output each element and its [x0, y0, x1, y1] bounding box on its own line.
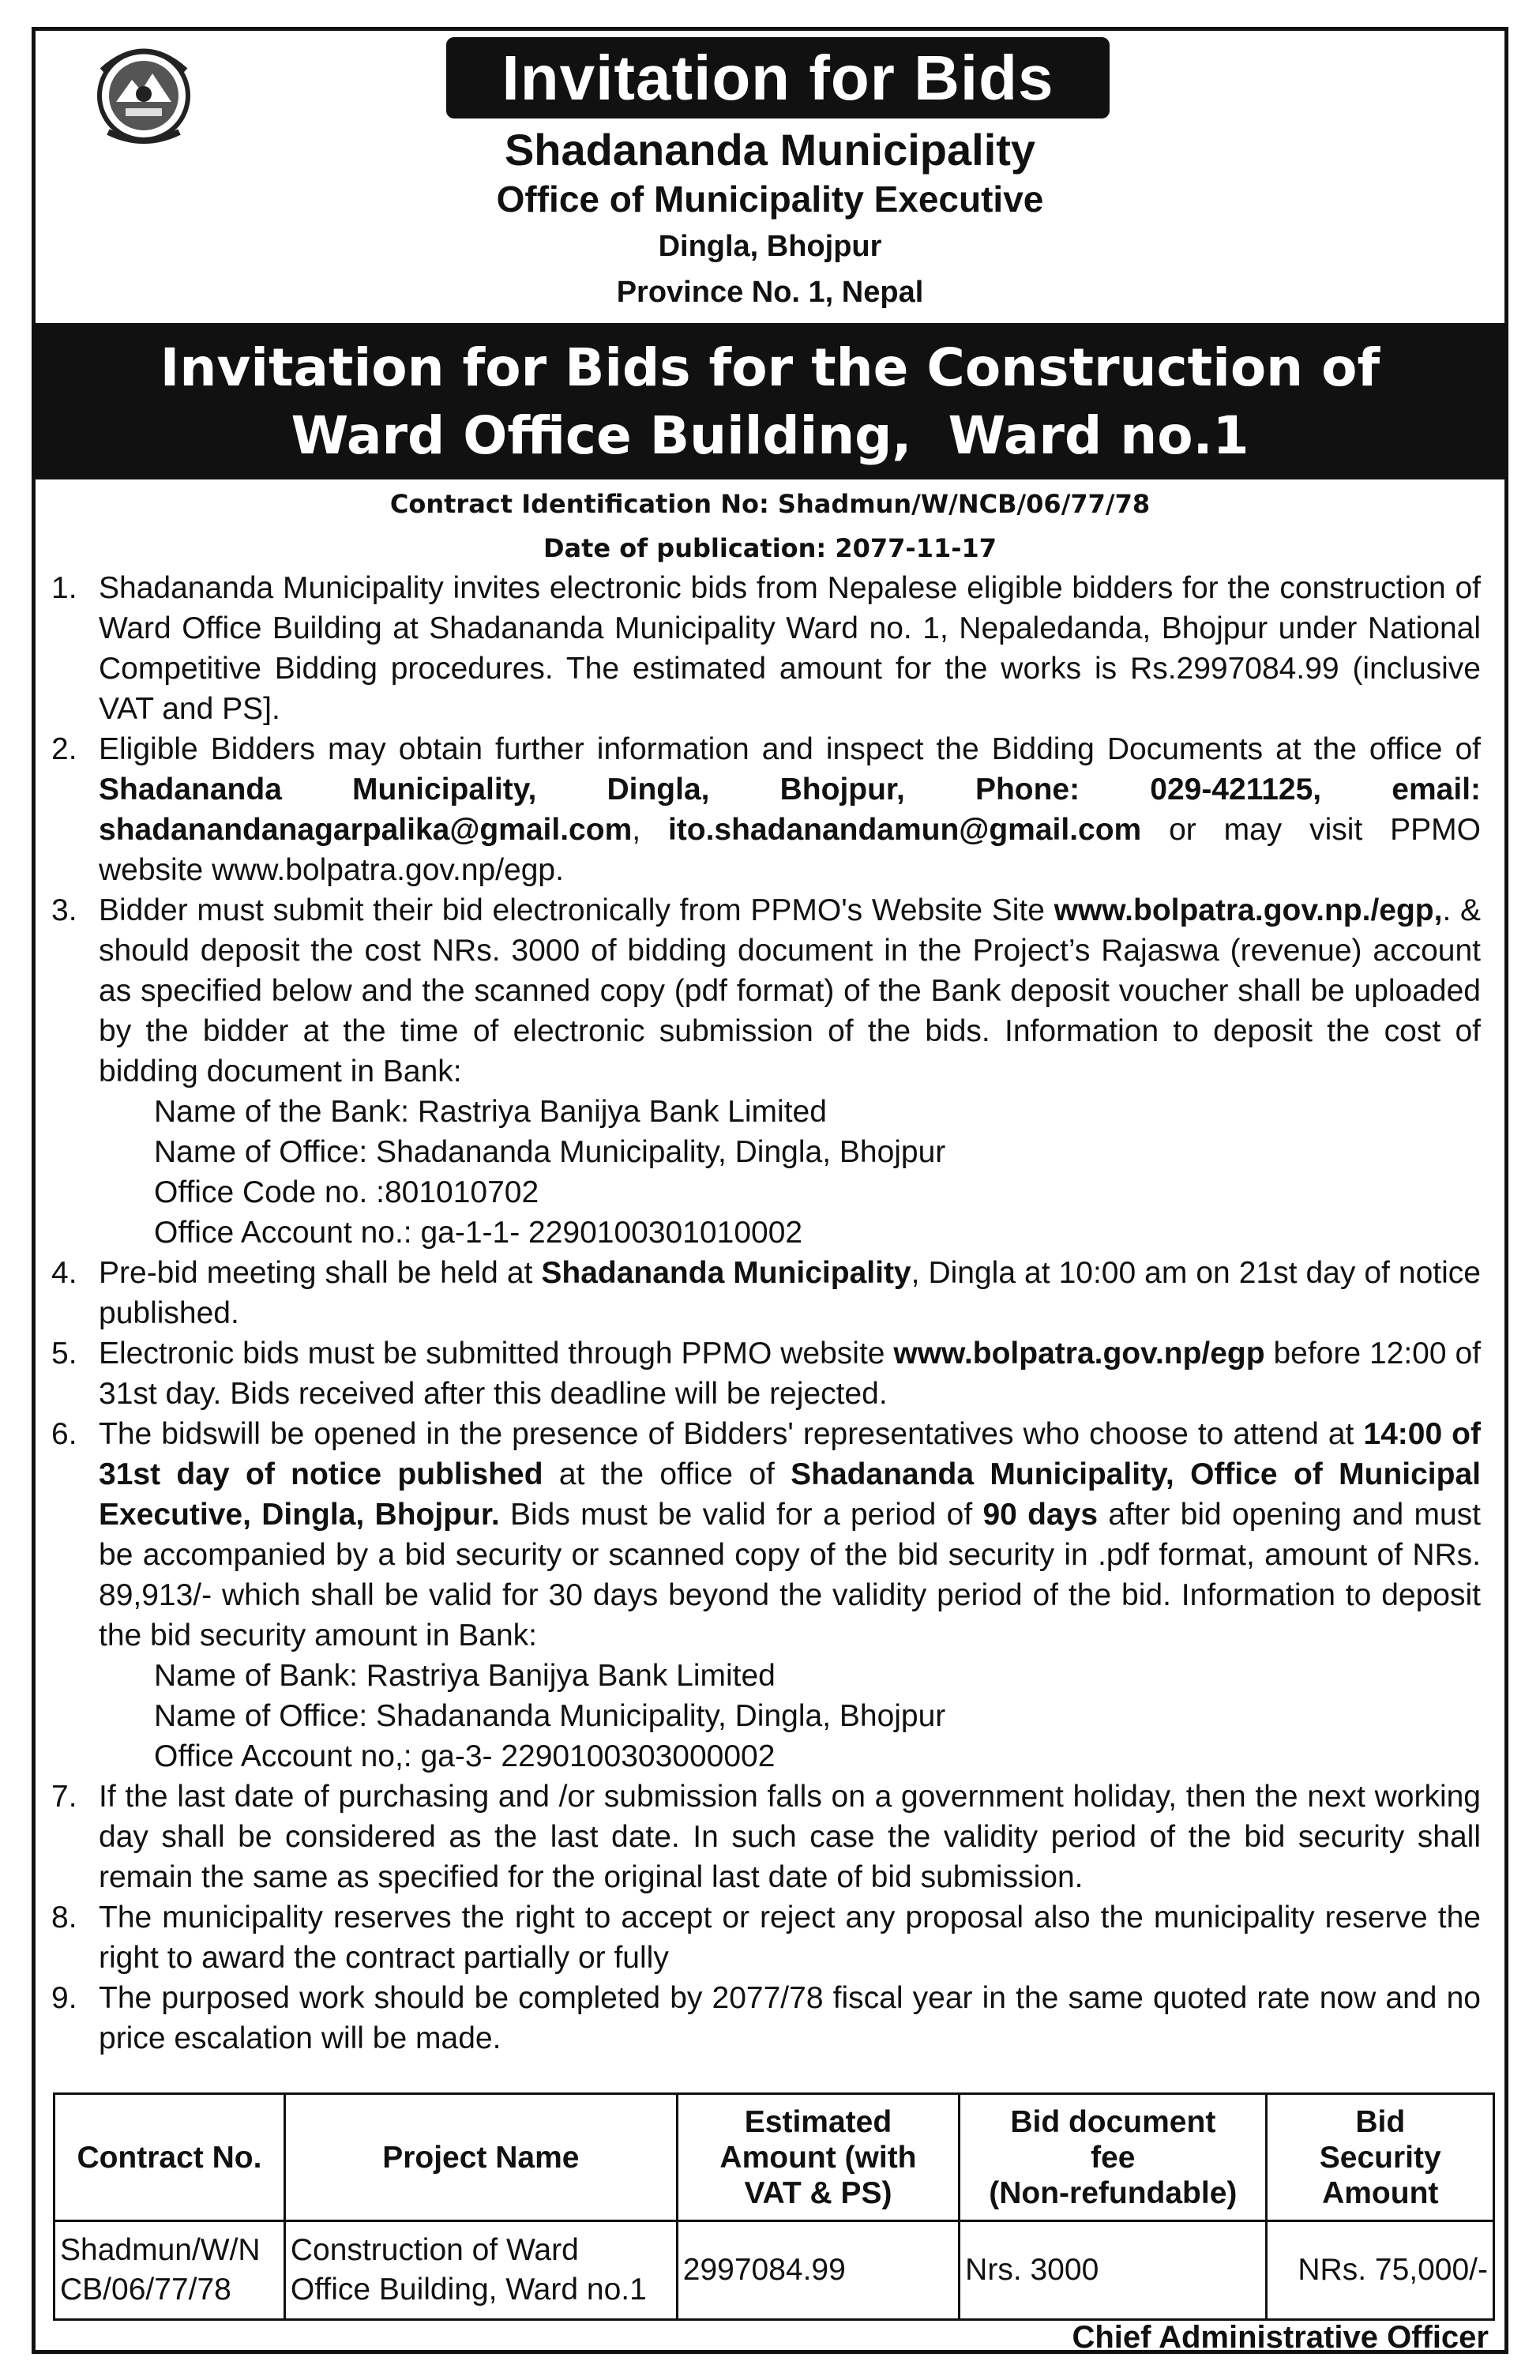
meeting-venue: Shadananda Municipality: [541, 1256, 911, 1290]
notice-title-line-2: Ward Office Building, Ward no.1: [291, 405, 1249, 466]
item-text: If the last date of purchasing and /or submission falls on a government holiday, then the next working day shall be considered as the last date. In such case the validity period of the bid security shall remain the same as specified for the original last date of bid submission.: [99, 1780, 1481, 1894]
item-text: Electronic bids must be submitted through PPMO website: [99, 1337, 894, 1370]
province: Province No. 1, Nepal: [616, 276, 924, 309]
notice-frame: [32, 27, 1508, 2354]
item-number: 3.: [51, 893, 77, 927]
item-number: 2.: [51, 732, 77, 766]
item-text: The purposed work should be completed by 2077/78 fiscal year in the same quoted rate now and no price escalation will be made.: [99, 1981, 1481, 2055]
item-number: 9.: [51, 1981, 77, 2015]
header-estimated-amount: [677, 2094, 959, 2221]
item-text: Bids must be valid for a period of: [499, 1498, 983, 1532]
item-text: ,: [632, 813, 668, 847]
municipality-name: Shadananda Municipality: [504, 125, 1036, 175]
item-text: The bidswill be opened in the presence of Bidders' representatives who choose to attend at: [99, 1417, 1364, 1451]
notice-title: [36, 323, 1504, 479]
cell-text: Office Building, Ward no.1: [290, 2273, 647, 2307]
header-text: Amount: [1322, 2175, 1439, 2210]
municipality-contact: Shadananda Municipality, Dingla, Bhojpur, Phone: 029-421125, email: shadanandanagarpalika@gmail.com: [99, 773, 1481, 847]
cell-estimated-amount: 2997084.99: [677, 2221, 959, 2320]
publication-date: Date of publication: 2077-11-17: [543, 533, 997, 563]
cell-contract-no: [54, 2221, 285, 2320]
notice-item-2: [51, 729, 1481, 890]
ppmo-website: www.bolpatra.gov.np/egp: [893, 1337, 1265, 1370]
ppmo-website: www.bolpatra.gov.np./egp,: [1054, 893, 1443, 927]
header-text: VAT & PS): [744, 2175, 892, 2210]
header-bid-security: [1267, 2094, 1494, 2221]
invitation-banner: Invitation for Bids: [446, 37, 1110, 118]
validity-period: 90 days: [982, 1498, 1099, 1532]
notice-item-7: [51, 1777, 1481, 1897]
office-name: Office of Municipality Executive: [496, 179, 1044, 220]
table-header-row: [54, 2094, 1494, 2221]
header-contract-no: Contract No.: [54, 2094, 285, 2221]
cell-text: Shadmun/W/N: [60, 2233, 261, 2267]
item-number: 4.: [51, 1256, 77, 1290]
notice-items: [51, 568, 1481, 2059]
office-account: Office Account no.: ga-1-1- 2290100301010002: [154, 1216, 803, 1250]
item-number: 7.: [51, 1780, 77, 1814]
office-account: Office Account no,: ga-3- 2290100303000002: [154, 1739, 776, 1773]
cell-project-name: [284, 2221, 677, 2320]
notice-item-5: [51, 1333, 1481, 1414]
contract-table: [53, 2092, 1495, 2321]
header-text: Amount (with: [719, 2140, 917, 2175]
table-row: [54, 2221, 1494, 2320]
bank-office: Name of Office: Shadananda Municipality, Dingla, Bhojpur: [154, 1699, 946, 1733]
item-text: The municipality reserves the right to accept or reject any proposal also the municipality reserve the right to award the contract partially or fully: [99, 1901, 1481, 1975]
item-text: before 12:00 of 31st day. Bids received after this deadline will be rejected.: [99, 1337, 1481, 1411]
opening-time: 14:00 of 31st day of notice published: [99, 1417, 1481, 1491]
office-code: Office Code no. :801010702: [154, 1175, 539, 1209]
bank-name: Name of Bank: Rastriya Banijya Bank Limited: [154, 1659, 776, 1693]
header-doc-fee: [960, 2094, 1267, 2221]
cell-bid-security: NRs. 75,000/-: [1267, 2221, 1494, 2320]
it-email: ito.shadanandamun@gmail.com: [667, 813, 1142, 847]
item-text: , Dingla at 10:00 am on 21st day of notice published.: [99, 1256, 1481, 1330]
notice-title-line-1: Invitation for Bids for the Construction of: [160, 337, 1380, 398]
item-text: or may visit PPMO website www.bolpatra.gov.np/egp.: [99, 813, 1481, 887]
item-text: Shadananda Municipality invites electronic bids from Nepalese eligible bidders for the construction of Ward Office Building at Shadananda Municipality Ward no. 1, Nepaledanda, Bhojpur under National Competitive Bidding procedures. The estimated amount for the works is Rs.2997084.99 (inclusive VAT and PS].: [99, 571, 1481, 726]
notice-item-3: [51, 890, 1481, 1253]
notice-item-8: [51, 1897, 1481, 1978]
office-location: Dingla, Bhojpur: [658, 230, 882, 263]
header-text: Security: [1319, 2140, 1441, 2175]
notice-item-9: [51, 1978, 1481, 2059]
item-text: Pre-bid meeting shall be held at: [99, 1256, 542, 1290]
notice-item-1: [51, 568, 1481, 729]
opening-venue: Shadananda Municipality, Office of Municipal Executive, Dingla, Bhojpur.: [99, 1457, 1481, 1532]
notice-item-4: [51, 1253, 1481, 1333]
cell-doc-fee: Nrs. 3000: [960, 2221, 1267, 2320]
header-text: Bid: [1355, 2104, 1406, 2139]
item-text: Bidder must submit their bid electronically from PPMO's Website Site: [99, 893, 1054, 927]
item-text: . & should deposit the cost NRs. 3000 of bidding document in the Project’s Rajaswa (revenue) account as specified below and the scanned copy (pdf format) of the Bank deposit voucher shall be uploaded by the bidder at the time of electronic submission of the bids. Information to deposit the cost of bidding document in Bank:: [99, 893, 1481, 1088]
contract-identification: Contract Identification No: Shadmun/W/NCB/06/77/78: [389, 489, 1151, 519]
notice-header: [36, 31, 1504, 323]
item-number: 8.: [51, 1901, 77, 1934]
item-text: Eligible Bidders may obtain further information and inspect the Bidding Documents at the office of: [99, 732, 1481, 766]
bank-office: Name of Office: Shadananda Municipality, Dingla, Bhojpur: [154, 1135, 946, 1169]
item-number: 5.: [51, 1337, 77, 1370]
cell-text: CB/06/77/78: [60, 2273, 231, 2307]
signatory-title: Chief Administrative Officer: [1072, 2320, 1489, 2355]
header-project-name: Project Name: [284, 2094, 677, 2221]
header-text: Bid document: [1010, 2104, 1216, 2139]
item-number: 6.: [51, 1417, 77, 1451]
cell-text: Construction of Ward: [290, 2233, 579, 2267]
item-text: at the office of: [543, 1457, 791, 1491]
header-text: Estimated: [744, 2104, 892, 2139]
item-text: after bid opening and must be accompanied by a bid security or scanned copy of the bid security in .pdf format, amount of NRs. 89,913/- which shall be valid for 30 days beyond the validity period of the bid. Information to deposit the bid security amount in Bank:: [99, 1498, 1481, 1652]
notice-item-6: [51, 1414, 1481, 1777]
bank-name: Name of the Bank: Rastriya Banijya Bank Limited: [154, 1095, 827, 1129]
header-text: fee: [1091, 2140, 1136, 2175]
item-number: 1.: [51, 571, 77, 605]
header-text: (Non-refundable): [989, 2175, 1238, 2210]
